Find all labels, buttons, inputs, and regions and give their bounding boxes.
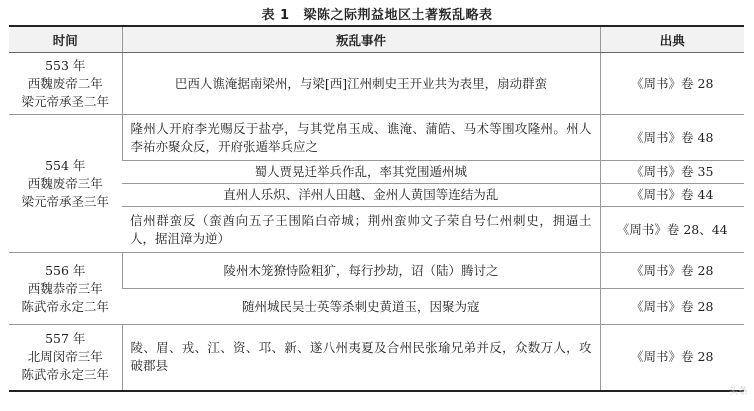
time-cell — [9, 53, 122, 115]
reign-text: 陈武帝永定三年 — [21, 367, 109, 383]
event-cell: 直州人乐炽、洋州人田越、金州人黄国等连结为乱 — [122, 184, 600, 207]
header-row — [9, 26, 744, 53]
reign-text: 北周闵帝三年 — [27, 349, 103, 365]
event-cell: 巴西人谯淹据南梁州，与梁[西]江州刺史王开业共为表里，扇动群蛮 — [122, 53, 600, 115]
year-text: 556 年 — [45, 262, 86, 278]
reign-text: 西魏废帝三年 — [27, 175, 103, 191]
source-cell: 《周书》卷 28 — [600, 253, 744, 289]
revolts-table — [9, 25, 744, 392]
reign-text: 西魏恭帝三年 — [27, 280, 103, 296]
source-cell: 《周书》卷 48 — [600, 115, 744, 161]
table-row — [9, 115, 744, 161]
event-cell: 随州城民吴士英等杀刺史黄道玉，因聚为寇 — [122, 289, 600, 325]
reign-text: 梁元帝承圣三年 — [21, 193, 109, 209]
year-text: 553 年 — [45, 57, 86, 73]
table-row — [9, 53, 744, 115]
reign-text: 西魏废帝二年 — [27, 75, 103, 91]
reign-text: 梁元帝承圣二年 — [21, 93, 109, 109]
source-cell: 《周书》卷 28 — [600, 325, 744, 391]
source-cell: 《周书》卷 28 — [600, 53, 744, 115]
event-cell: 信州群蛮反（蛮酋向五子王围陷白帝城；荆州蛮帅文子荣自号仁州刺史，拥逼土人，据沮漳为逆） — [122, 207, 600, 253]
header-time: 时间 — [9, 26, 122, 53]
year-text: 557 年 — [45, 331, 86, 347]
event-cell: 陵州木笼獠恃险粗犷，每行抄劫，诏（陆）腾讨之 — [122, 253, 600, 289]
event-cell: 隆州人开府李光赐反于盐亭，与其党帛玉成、谯淹、蒲皓、马术等围攻隆州。州人李祐亦聚众反，开府张遁举兵应之 — [122, 115, 600, 161]
table-caption — [0, 4, 754, 23]
event-cell: 蜀人贾晃迁举兵作乱，率其党围遁州城 — [122, 161, 600, 184]
source-cell: 《周书》卷 35 — [600, 161, 744, 184]
watermark: 头条 — [728, 387, 748, 397]
source-cell: 《周书》卷 28、44 — [600, 207, 744, 253]
header-source: 出典 — [600, 26, 744, 53]
source-cell: 《周书》卷 44 — [600, 184, 744, 207]
event-cell: 陵、眉、戎、江、资、邛、新、遂八州夷夏及合州民张瑜兄弟并反，众数万人，攻破郡县 — [122, 325, 600, 391]
table-title: 梁陈之际荆益地区土著叛乱略表 — [303, 8, 493, 23]
source-cell: 《周书》卷 28 — [600, 289, 744, 325]
time-cell — [9, 115, 122, 253]
time-cell — [9, 253, 122, 325]
reign-text: 陈武帝永定二年 — [21, 298, 109, 314]
table-row — [9, 253, 744, 289]
table-row — [9, 325, 744, 391]
header-event: 叛乱事件 — [122, 26, 600, 53]
year-text: 554 年 — [45, 157, 86, 173]
time-cell — [9, 325, 122, 391]
table-number: 表 1 — [261, 8, 290, 23]
